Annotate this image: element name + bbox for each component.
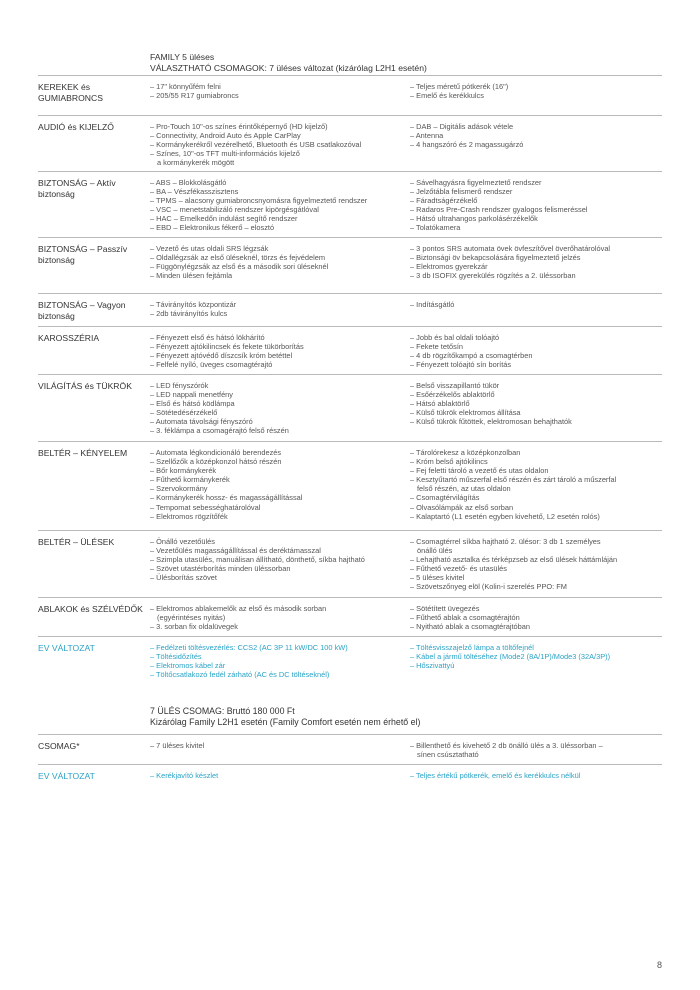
feature-item: – Kábel a jármű töltéséhez (Mode2 (8A/1P)/Mode3 (32A/3P))	[410, 652, 611, 662]
feature-item: – Hőszivattyú	[410, 661, 455, 671]
spec-row	[38, 115, 662, 171]
spec-row	[38, 237, 662, 293]
spec-row	[38, 171, 662, 237]
feature-item: – Króm belső ajtókilincs	[410, 457, 488, 467]
feature-item: – Biztonsági öv bekapcsolására figyelmeztető jelzés	[410, 253, 581, 263]
feature-item: – Jelzőtábla felismerő rendszer	[410, 187, 513, 197]
feature-item: – Oldallégzsák az első üléseknél, törzs és fejvédelem	[150, 253, 326, 263]
feature-item: – Vezetőülés magasságállítással és deréktámasszal	[150, 546, 321, 556]
feature-item: – Fekete tetősín	[410, 342, 463, 352]
feature-column-left	[150, 448, 408, 521]
section-title: FAMILY 5 üléses	[150, 52, 215, 62]
feature-item: – Antenna	[410, 131, 444, 141]
row-label: CSOMAG*	[38, 741, 80, 751]
feature-item: – Elektromos gyerekzár	[410, 262, 488, 272]
feature-item: felső részén, az utas oldalon	[417, 484, 511, 494]
feature-item: – Billenthető és kivehető 2 db önálló ülés a 3. üléssorban –	[410, 741, 603, 750]
feature-item: – Kormánykerék hossz- és magasságállítással	[150, 493, 303, 503]
row-label: BIZTONSÁG – Passzív biztonság	[38, 244, 128, 265]
spec-row	[38, 734, 662, 764]
feature-column-right	[410, 741, 664, 759]
feature-item: – Fényezett ajtóvédő díszcsík króm betéttel	[150, 351, 293, 361]
feature-item: – LED nappali menetfény	[150, 390, 233, 400]
feature-item: – Szervokormány	[150, 484, 208, 494]
feature-item: – TPMS – alacsony gumiabroncsnyomásra figyelmeztető rendszer	[150, 196, 368, 206]
feature-item: (egyérintéses nyitás)	[157, 613, 226, 623]
row-label: BIZTONSÁG – Aktív biztonság	[38, 178, 116, 199]
package-table	[38, 734, 662, 794]
feature-item: – Fűthető ablak a csomagtérajtón	[410, 613, 520, 623]
feature-column-right	[410, 381, 664, 426]
feature-item: – 3 pontos SRS automata övek övfeszítővel överőhatárolóval	[410, 244, 611, 253]
feature-item: – Fényezett tolóajtó sín borítás	[410, 360, 512, 370]
package-title: 7 ÜLÉS CSOMAG: Bruttó 180 000 Ft	[150, 706, 295, 716]
row-label: BELTÉR – ÜLÉSEK	[38, 537, 115, 547]
feature-item: – EBD – Elektronikus fékerő – elosztó	[150, 223, 275, 233]
feature-item: – Külső tükrök fűtöttek, elektromosan behajthatók	[410, 417, 572, 427]
feature-item: – 3 db ISOFIX gyerekülés rögzítés a 2. üléssorban	[410, 271, 576, 281]
feature-item: – Fáradtságérzékelő	[410, 196, 478, 206]
feature-item: – Automata légkondicionáló berendezés	[150, 448, 282, 457]
spec-row	[38, 764, 662, 794]
feature-item: – 3. féklámpa a csomagérajtó felső részén	[150, 426, 289, 436]
feature-column-right	[410, 178, 664, 233]
feature-item: a kormánykerék mögött	[157, 158, 235, 168]
feature-item: – Emelő és kerékkulcs	[410, 91, 484, 101]
feature-item: – Kormánykerékről vezérelhető, Bluetooth és USB csatlakozóval	[150, 140, 362, 150]
package-subtitle: Kizárólag Family L2H1 esetén (Family Comfort esetén nem érhető el)	[150, 717, 421, 727]
feature-item: – Minden ülésen fejtámla	[150, 271, 233, 281]
row-label: VILÁGÍTÁS és TÜKRÖK	[38, 381, 132, 391]
feature-item: – Töltőcsatlakozó fedél zárható (AC és DC töltéseknél)	[150, 670, 330, 680]
feature-item: – DAB – Digitális adások vétele	[410, 122, 514, 131]
feature-column-left	[150, 604, 408, 631]
feature-item: – Töltésvisszajelző lámpa a töltőfejnél	[410, 643, 534, 652]
row-label: BELTÉR – KÉNYELEM	[38, 448, 128, 458]
section-header-family	[150, 52, 427, 74]
spec-row	[38, 293, 662, 326]
feature-item: – Pro-Touch 10"-os színes érintőképernyő (HD kijelző)	[150, 122, 328, 131]
spec-row	[38, 441, 662, 530]
row-label: KEREKEK és GUMIABRONCS	[38, 82, 103, 103]
feature-item: – Szövetszőnyeg elöl (Kolin-i szerelés PPO: FM	[410, 582, 567, 592]
feature-column-left	[150, 122, 408, 167]
feature-column-left	[150, 381, 408, 436]
feature-item: – Fényezett ajtókilincsek és fekete tükörborítás	[150, 342, 304, 352]
feature-item: – 3. sorban fix oldalüvegek	[150, 622, 238, 632]
row-label: EV VÁLTOZAT	[38, 771, 95, 781]
feature-item: – Olvasólámpák az első sorban	[410, 502, 514, 512]
feature-column-left	[150, 244, 408, 280]
feature-item: – Első és hátsó ködlámpa	[150, 399, 235, 409]
feature-item: – Felfelé nyíló, üveges csomagtérajtó	[150, 360, 273, 370]
row-label: EV VÁLTOZAT	[38, 643, 95, 653]
feature-item: – HAC – Emelkedőn indulást segítő rendszer	[150, 214, 298, 224]
row-label: AUDIÓ és KIJELZŐ	[38, 122, 114, 132]
feature-item: – Külső tükrök elektromos állítása	[410, 408, 521, 418]
feature-column-right	[410, 537, 664, 592]
feature-item: – Sötétedésérzékelő	[150, 408, 218, 418]
feature-item: – Sötétített üvegezés	[410, 604, 480, 613]
feature-item: – ABS – Blokkolásgátló	[150, 178, 227, 187]
feature-column-right	[410, 604, 664, 631]
feature-item: – 5 üléses kivitel	[410, 573, 465, 583]
feature-item: – 2db távirányítós kulcs	[150, 309, 228, 319]
feature-column-left	[150, 643, 408, 679]
feature-item: sínen csúsztatható	[417, 750, 479, 760]
feature-item: – Önálló vezetőülés	[150, 537, 215, 546]
feature-column-right	[410, 122, 664, 149]
feature-item: – Távirányítós központizár	[150, 300, 237, 309]
feature-item: – Elektromos ablakemelők az első és második sorban	[150, 604, 327, 613]
feature-item: – Nyitható ablak a csomagtérajtóban	[410, 622, 530, 632]
feature-item: – Fényezett első és hátsó lökhárító	[150, 333, 265, 342]
feature-item: – Teljes értékű pótkerék, emelő és kerékkulcs nélkül	[410, 771, 581, 780]
spec-row	[38, 597, 662, 636]
feature-item: – Szövet utastérborítás minden üléssorban	[150, 564, 291, 574]
feature-item: – Esőérzékelős ablaktörlő	[410, 390, 495, 400]
feature-item: – Függönylégzsák az első és a második sori üléseknél	[150, 262, 329, 272]
feature-item: – Bőr kormánykerék	[150, 466, 217, 476]
feature-item: – 205/55 R17 gumiabroncs	[150, 91, 239, 101]
feature-item: – Töltésidőzítés	[150, 652, 202, 662]
feature-item: – 4 db rögzítőkampó a csomagtérben	[410, 351, 533, 361]
feature-column-left	[150, 537, 408, 582]
spec-row	[38, 326, 662, 374]
feature-item: – Színes, 10"-os TFT multi-információs kijelző	[150, 149, 300, 159]
feature-column-right	[410, 244, 664, 280]
feature-item: – Radaros Pre-Crash rendszer gyalogos felismeréssel	[410, 205, 588, 215]
feature-item: – Connectivity, Android Auto és Apple CarPlay	[150, 131, 301, 141]
feature-item: – Indításgátló	[410, 300, 455, 309]
feature-item: – Sávelhagyásra figyelmeztető rendszer	[410, 178, 542, 187]
feature-column-right	[410, 300, 664, 309]
feature-column-right	[410, 82, 664, 100]
feature-column-left	[150, 300, 408, 318]
feature-column-right	[410, 771, 664, 780]
feature-item: – Jobb és bal oldali tolóajtó	[410, 333, 500, 342]
feature-column-right	[410, 643, 664, 670]
feature-item: – Lehajtható asztalka és térképzseb az első ülések háttámláján	[410, 555, 618, 565]
feature-item: – Belső visszapillantó tükör	[410, 381, 500, 390]
feature-item: – Fedélzeti töltésvezérlés: CCS2 (AC 3P 11 kW/DC 100 kW)	[150, 643, 348, 652]
feature-item: – Kerékjavító készlet	[150, 771, 219, 780]
page-number: 8	[657, 960, 663, 970]
feature-column-left	[150, 82, 408, 100]
feature-item: – Szimpla utasülés, manuálisan állítható, dönthető, síkba hajtható	[150, 555, 365, 565]
feature-item: – Szellőzők a középkonzol hátsó részén	[150, 457, 282, 467]
feature-column-left	[150, 333, 408, 369]
feature-column-right	[410, 333, 664, 369]
feature-item: – Automata távolsági fényszóró	[150, 417, 253, 427]
feature-item: – Tempomat sebességhatárolóval	[150, 502, 261, 512]
spec-row	[38, 374, 662, 441]
feature-item: – Ülésborítás szövet	[150, 573, 217, 583]
feature-item: – Vezető és utas oldali SRS légzsák	[150, 244, 269, 253]
spec-row	[38, 636, 662, 681]
feature-column-right	[410, 448, 664, 521]
spec-row	[38, 75, 662, 115]
feature-column-left	[150, 178, 408, 233]
feature-item: – LED fényszórók	[150, 381, 209, 390]
spec-row	[38, 530, 662, 597]
feature-item: – VSC – menetstabilizáló rendszer kipörgésgátlóval	[150, 205, 319, 215]
equipment-table	[38, 75, 662, 681]
feature-item: – Csomagtérrel síkba hajtható 2. ülésor: 3 db 1 személyes	[410, 537, 601, 546]
feature-item: – BA – Vészfékasszisztens	[150, 187, 239, 197]
feature-item: – Hátsó ablaktörlő	[410, 399, 470, 409]
feature-item: – Kalaptartó (L1 esetén egyben kivehető, L2 esetén rolós)	[410, 511, 600, 521]
row-label: KAROSSZÉRIA	[38, 333, 100, 343]
feature-item: – Fűthető kormánykerék	[150, 475, 230, 485]
feature-item: – Fűthető vezető- és utasülés	[410, 564, 507, 574]
feature-item: – 4 hangszóró és 2 magassugárzó	[410, 140, 524, 150]
row-label: ABLAKOK és SZÉLVÉDŐK	[38, 604, 143, 614]
feature-item: – Kesztyűtartó műszerfal első részén és zárt tároló a műszerfal	[410, 475, 617, 485]
row-label: BIZTONSÁG – Vagyon biztonság	[38, 300, 126, 321]
feature-column-left	[150, 741, 408, 750]
section-subtitle: VÁLASZTHATÓ CSOMAGOK: 7 üléses változat (kizárólag L2H1 esetén)	[150, 63, 427, 73]
feature-item: – 17" könnyűfém felni	[150, 82, 221, 91]
section-header-7-seat	[150, 706, 420, 728]
feature-item: – Elektromos kábel zár	[150, 661, 226, 671]
feature-item: – Tárolórekesz a középkonzolban	[410, 448, 521, 457]
feature-item: – Hátsó ultrahangos parkolásérzékelők	[410, 214, 538, 224]
feature-item: – Tolatókamera	[410, 223, 461, 233]
feature-item: – Elektromos rögzítőfék	[150, 511, 228, 521]
feature-column-left	[150, 771, 408, 780]
feature-item: – Teljes méretű pótkerék (16")	[410, 82, 509, 91]
feature-item: önálló ülés	[417, 546, 453, 556]
feature-item: – Csomagtérvilágítás	[410, 493, 480, 503]
feature-item: – Fej feletti tároló a vezető és utas oldalon	[410, 466, 549, 476]
feature-item: – 7 üléses kivitel	[150, 741, 205, 750]
